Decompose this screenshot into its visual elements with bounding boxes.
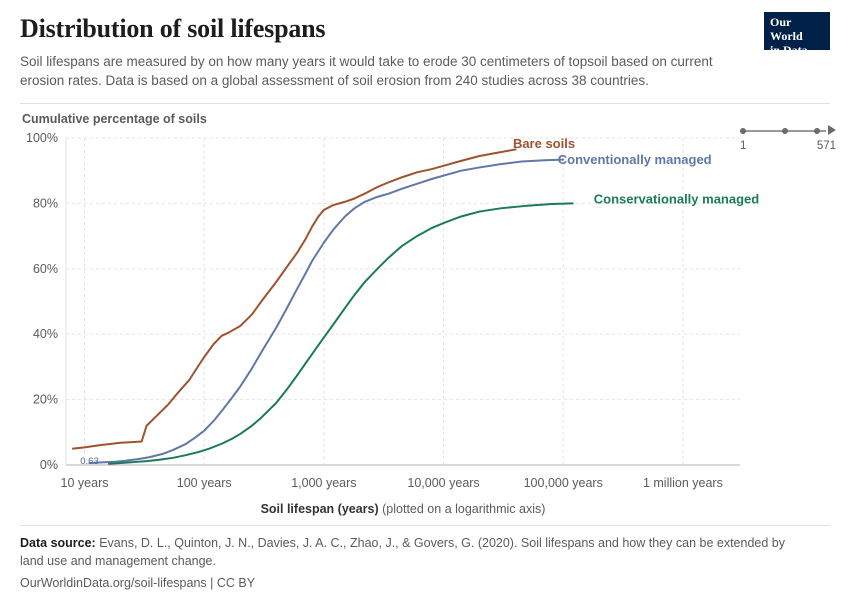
series-label[interactable]: Bare soils xyxy=(512,135,576,151)
chart-area xyxy=(20,130,830,525)
y-tick-label: 20% xyxy=(32,392,58,407)
slider-labels xyxy=(740,140,836,152)
series-label[interactable]: Conventionally managed xyxy=(557,152,712,168)
footer xyxy=(20,525,830,590)
data-source xyxy=(20,534,810,570)
x-tick-label: 10 years xyxy=(60,476,109,491)
y-tick-label: 0% xyxy=(39,458,58,473)
y-tick-label: 60% xyxy=(32,261,58,276)
data-annotation: 0.63 xyxy=(80,456,99,468)
data-source-text: Evans, D. L., Quinton, J. N., Davies, J. A. C., Zhao, J., & Govers, G. (2020). Soil lifespans and how they can be extended by land use and management change. xyxy=(20,535,785,568)
citation-link[interactable]: OurWorldinData.org/soil-lifespans | CC BY xyxy=(20,576,256,590)
logo-line-1: Our World xyxy=(770,15,803,43)
x-tick-label: 1 million years xyxy=(642,476,723,491)
soil-lifespan-line-chart xyxy=(20,130,830,525)
page-subtitle: Soil lifespans are measured by on how many years it would take to erode 30 centimeters of topsoil based on current erosion rates. Data is based on a global assessment of soil erosion from 240 studies across 38 countries. xyxy=(20,53,713,89)
y-tick-label: 100% xyxy=(26,131,58,146)
data-source-label: Data source: xyxy=(20,535,96,550)
slider-handle-start[interactable] xyxy=(740,128,746,134)
series-line[interactable] xyxy=(109,203,573,463)
slider-handle-mid[interactable] xyxy=(782,128,788,134)
header xyxy=(20,14,830,91)
y-tick-label: 80% xyxy=(32,196,58,211)
owid-logo[interactable] xyxy=(764,12,830,57)
series-label[interactable]: Conservationally managed xyxy=(593,191,760,207)
y-tick-label: 40% xyxy=(32,327,58,342)
footer-divider xyxy=(20,525,830,526)
y-axis-title: Cumulative percentage of soils xyxy=(22,112,207,127)
slider-track[interactable] xyxy=(740,124,836,138)
slider-max-label: 571 xyxy=(816,140,836,152)
header-divider xyxy=(20,103,830,104)
x-tick-label: 10,000 years xyxy=(407,476,480,491)
logo-line-2: in Data xyxy=(770,42,808,57)
series-line[interactable] xyxy=(73,149,516,448)
series-line[interactable] xyxy=(89,160,563,463)
page-title: Distribution of soil lifespans xyxy=(20,14,326,43)
x-axis-title: Soil lifespan (years) (plotted on a logarithmic axis) xyxy=(260,502,546,517)
x-tick-label: 1,000 years xyxy=(291,476,357,491)
slider-arrow-icon xyxy=(828,125,836,135)
time-range-slider[interactable] xyxy=(740,124,836,152)
slider-min-label: 1 xyxy=(740,140,747,152)
slider-handle-end[interactable] xyxy=(814,128,820,134)
x-tick-label: 100 years xyxy=(176,476,232,491)
x-tick-label: 100,000 years xyxy=(523,476,603,491)
